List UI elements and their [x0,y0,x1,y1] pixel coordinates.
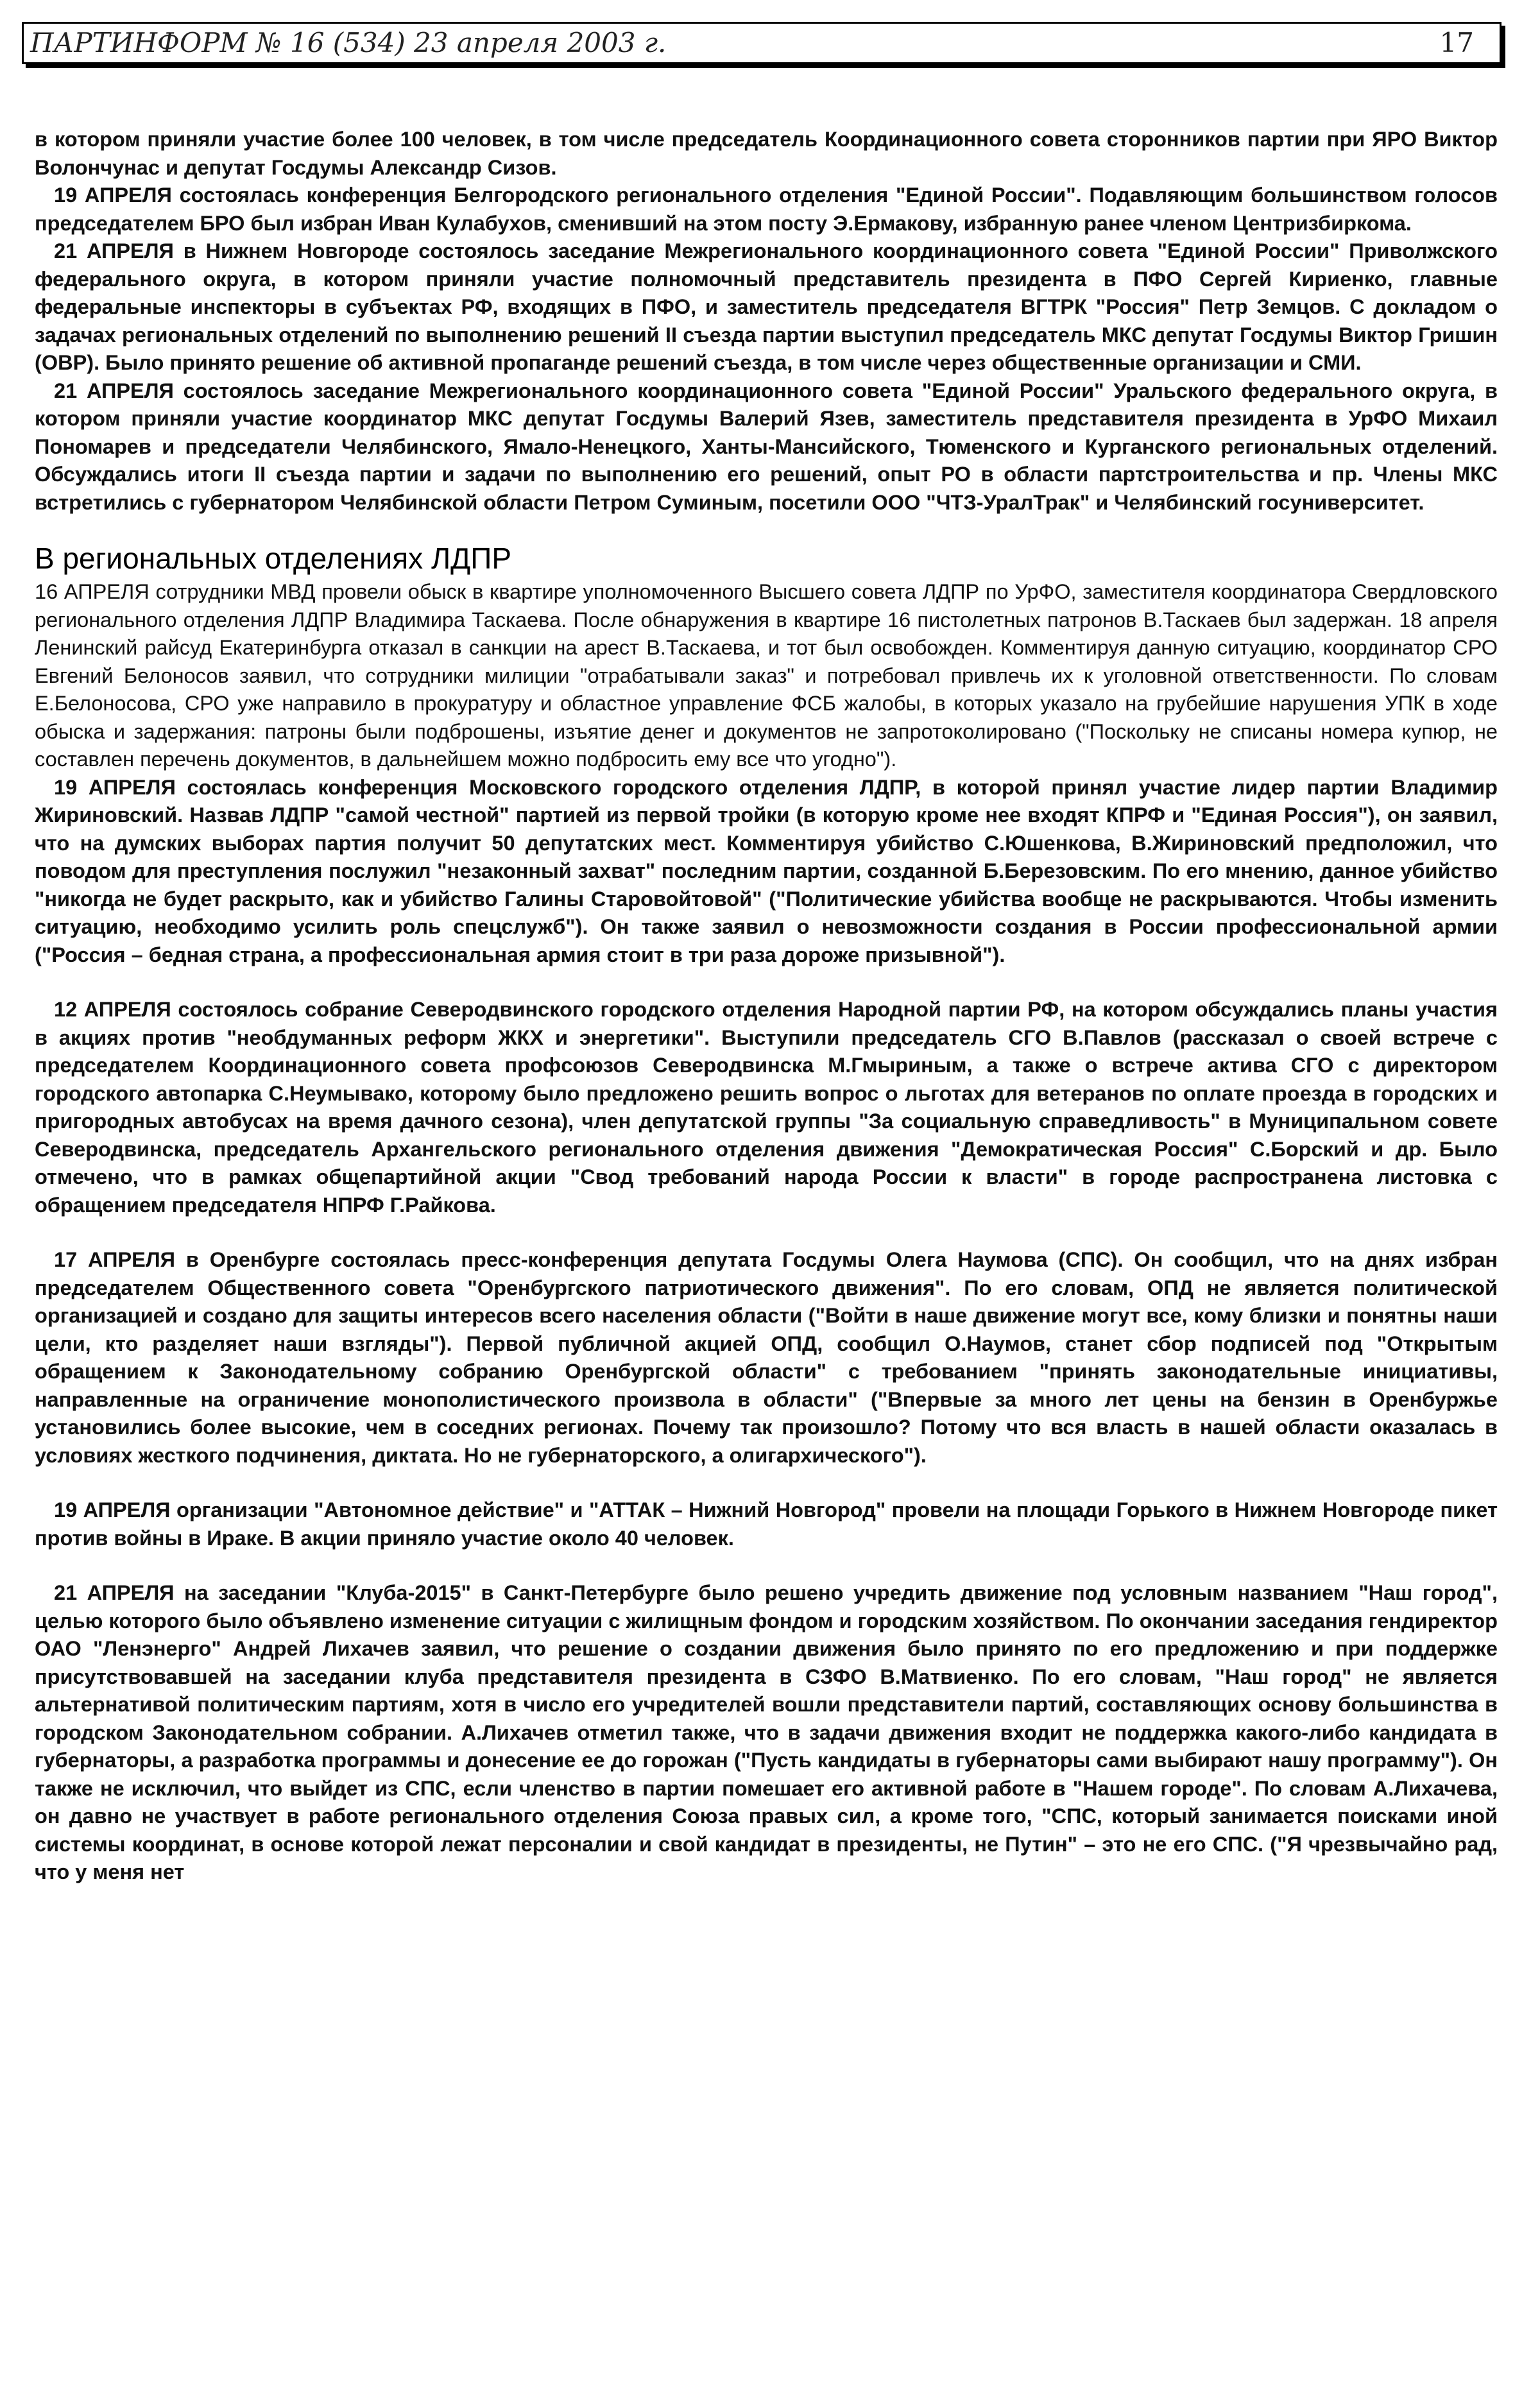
section-heading: В региональных отделениях ЛДПР [35,542,512,575]
page-number: 17 [1439,27,1474,58]
paragraph-1: в котором приняли участие более 100 человек, в том числе председатель Координационного совета сторонников партии при ЯРО Виктор Волончунас и депутат Госдумы Александр Сизов. [35,128,1498,179]
spacer [35,1469,1498,1496]
paragraph-4: 21 АПРЕЛЯ состоялось заседание Межрегионального координационного совета "Единой России" Уральского федерального округа, в котором приняли участие координатор МКС депутат Госдумы Валерий Язев, заместитель представителя президента в УрФО Михаил Пономарев и председатели Челябинского, Ямало-Ненецкого, Ханты-Мансийского, Тюменского и Курганского региональных отделений. Обсуждались итоги II съезда партии и задачи по выполнению его решений, опыт РО в области партстроительства и пр. Члены МКС встретились с губернатором Челябинской области Петром Суминым, посетили ООО "ЧТЗ-УралТрак" и Челябинский госуниверситет. [35,379,1498,514]
paragraph-2: 19 АПРЕЛЯ состоялась конференция Белгородского регионального отделения "Единой России". Подавляющим большинством голосов председателем БРО был избран Иван Кулабухов, сменивший на этом посту Э.Ермакову, избранную ранее членом Центризбиркома. [35,184,1498,235]
page-header [22,22,1502,64]
paragraph-7: 12 АПРЕЛЯ состоялось собрание Северодвинского городского отделения Народной партии РФ, на котором обсуждались планы участия в акциях против "необдуманных реформ ЖКХ и энергетики". Выступили председатель СГО В.Павлов (рассказал о своей встрече с председателем Координационного совета профсоюзов Северодвинска М.Гмыриным, а также о встрече актива СГО с директором городского автопарка С.Неумывако, которому было предложено решить вопрос о льготах для ветеранов по оплате проезда в городских и пригородных автобусах на время дачного сезона), член депутатской группы "За социальную справедливость" в Муниципальном совете Северодвинска, председатель Архангельского регионального отделения движения "Демократическая Россия" С.Борский и др. Было отмечено, что в рамках общепартийной акции "Свод требований народа России к власти" в городе распространена листовка с обращением председателя НПРФ Г.Райкова. [35,998,1498,1217]
paragraph-5: 16 АПРЕЛЯ сотрудники МВД провели обыск в квартире уполномоченного Высшего совета ЛДПР по УрФО, заместителя координатора Свердловского регионального отделения ЛДПР Владимира Таскаева. После обнаружения в квартире 16 пистолетных патронов В.Таскаев был задержан. 18 апреля Ленинский райсуд Екатеринбурга отказал в санкции на арест В.Таскаева, и тот был освобожден. Комментируя данную ситуацию, координатор СРО Евгений Белоносов заявил, что сотрудники милиции "отрабатывали заказ" и потребовал привлечь их к уголовной ответственности. По словам Е.Белоносова, СРО уже направило в прокуратуру и областное управление ФСБ жалобы, в которых указало на грубейшие нарушения УПК в ходе обыска и задержания: патроны были подброшены, изъятие денег и документов не запротоколировано ("Поскольку не списаны номера купюр, не составлен перечень документов, в дальнейшем можно подбросить ему все что угодно"). [35,580,1498,771]
spacer [35,1552,1498,1579]
article-body [35,126,1498,1887]
paragraph-9: 19 АПРЕЛЯ организации "Автономное действие" и "АТТАК – Нижний Новгород" провели на площади Горького в Нижнем Новгороде пикет против войны в Ираке. В акции приняло участие около 40 человек. [35,1498,1498,1550]
spacer [35,969,1498,996]
publication-title: ПАРТИНФОРМ № 16 (534) 23 апреля 2003 г. [30,27,667,58]
spacer [35,1219,1498,1246]
paragraph-10: 21 АПРЕЛЯ на заседании "Клуба-2015" в Санкт-Петербурге было решено учредить движение под условным названием "Наш город", целью которого было объявлено изменение ситуации с жилищным фондом и городским хозяйством. По окончании заседания гендиректор ОАО "Ленэнерго" Андрей Лихачев заявил, что решение о создании движения было принято по его предложению и при поддержке присутствовавшей на заседании клуба представителя президента в СЗФО В.Матвиенко. По его словам, "Наш город" не является альтернативой политическим партиям, хотя в число его учредителей вошли представители партий, составляющих основу большинства в городском Законодательном собрании. А.Лихачев отметил также, что в задачи движения входит не поддержка какого-либо кандидата в губернаторы, а разработка программы и донесение ее до горожан ("Пусть кандидаты в губернаторы сами выбирают нашу программу"). Он также не исключил, что выйдет из СПС, если членство в партии помешает его активной работе в "Нашем городе". По словам А.Лихачева, он давно не участвует в работе регионального отделения Союза правых сил, а кроме того, "СПС, который занимается поисками иной системы координат, в основе которой лежат персоналии и свой кандидат в президенты, не Путин" – это не его СПС. ("Я чрезвычайно рад, что у меня нет [35,1581,1498,1883]
paragraph-3: 21 АПРЕЛЯ в Нижнем Новгороде состоялось заседание Межрегионального координационного совета "Единой России" Приволжского федерального округа, в котором приняли участие полномочный представитель президента в ПФО Сергей Кириенко, главные федеральные инспекторы в субъектах РФ, входящих в ПФО, и заместитель председателя ВГТРК "Россия" Петр Земцов. С докладом о задачах региональных отделений по выполнению решений II съезда партии выступил председатель МКС депутат Госдумы Виктор Гришин (ОВР). Было принято решение об активной пропаганде решений съезда, в том числе через общественные организации и СМИ. [35,239,1498,374]
paragraph-6: 19 АПРЕЛЯ состоялась конференция Московского городского отделения ЛДПР, в которой принял участие лидер партии Владимир Жириновский. Назвав ЛДПР "самой честной" партией из первой тройки (в которую кроме нее входят КПРФ и "Единая Россия"), он заявил, что на думских выборах партия получит 50 депутатских мест. Комментируя убийство С.Юшенкова, В.Жириновский предположил, что поводом для преступления послужил "незаконный захват" последним партии, созданной Б.Березовским. По его мнению, данное убийство "никогда не будет раскрыто, как и убийство Галины Старовойтовой" ("Политические убийства вообще не раскрываются. Чтобы изменить ситуацию, необходимо усилить роль спецслужб"). Он также заявил о невозможности создания в России профессиональной армии ("Россия – бедная страна, а профессиональная армия стоит в три раза дороже призывной"). [35,775,1498,966]
paragraph-8: 17 АПРЕЛЯ в Оренбурге состоялась пресс-конференция депутата Госдумы Олега Наумова (СПС). Он сообщил, что на днях избран председателем Общественного совета "Оренбургского патриотического движения". По его словам, ОПД не является политической организацией и создано для защиты интересов всего населения области ("Войти в наше движение могут все, кому близки и понятны наши цели, кто разделяет наши взгляды"). Первой публичной акцией ОПД, сообщил О.Наумов, станет сбор подписей под "Открытым обращением к Законодательному собранию Оренбургской области" с требованием "принять законодательные инициативы, направленные на ограничение монополистического произвола в области" ("Впервые за много лет цены на бензин в Оренбуржье установились более высокие, чем в соседних регионах. Почему так произошло? Потому что вся власть в нашей области оказалась в условиях жесткого подчинения, диктата. Но не губернаторского, а олигархического"). [35,1248,1498,1467]
